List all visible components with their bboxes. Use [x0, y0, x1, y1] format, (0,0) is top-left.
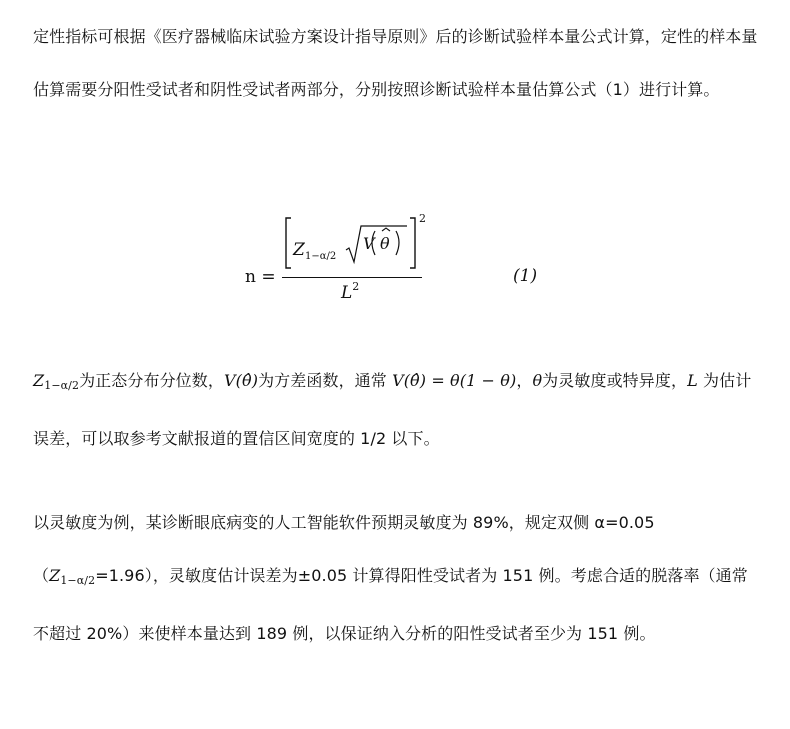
- numerator-theta: θ: [380, 234, 390, 253]
- numerator-z: Z: [293, 240, 305, 260]
- formula-numerator: [283, 212, 426, 272]
- paragraph-definitions: $Z_{1-\alpha/2}$为正态分布分位数，V(θ̂)为方差函数，通常 V(θ̂) = θ(1 − θ)，θ为灵敏度或特异度，L 为估计误差，可以取参考文献报道的置信区间宽度的 1/2 以下。: [33, 371, 752, 448]
- numerator-z-sub: 1−α/2: [305, 251, 337, 262]
- numerator-brackets: [283, 212, 433, 276]
- equation-number: (1): [513, 266, 538, 286]
- fraction-bar: [282, 277, 422, 278]
- formula-denominator: $L^2$: [341, 280, 360, 303]
- numerator-power: 2: [419, 212, 426, 225]
- paragraph-example: 以灵敏度为例，某诊断眼底病变的人工智能软件预期灵敏度为 89%，规定双侧 $\alpha=0.05(Z_{1-\alpha/2}=1.96)$，灵敏度估计误差为±0.05 计算得阳性受试者为 151 例。考虑合适的脱落率（通常不超过 20%）来使样本量达到 189 例，以保证纳入分析的阳性受试者至少为 151 例。: [33, 513, 748, 643]
- formula-lhs: n =: [245, 267, 276, 287]
- paragraph-intro: 定性指标可根据《医疗器械临床试验方案设计指导原则》后的诊断试验样本量公式计算，定性的样本量估算需要分阳性受试者和阴性受试者两部分，分别按照诊断试验样本量估算公式（1）进行计算。: [33, 27, 758, 99]
- sample-size-formula: [245, 200, 575, 310]
- numerator-v: V: [363, 234, 375, 253]
